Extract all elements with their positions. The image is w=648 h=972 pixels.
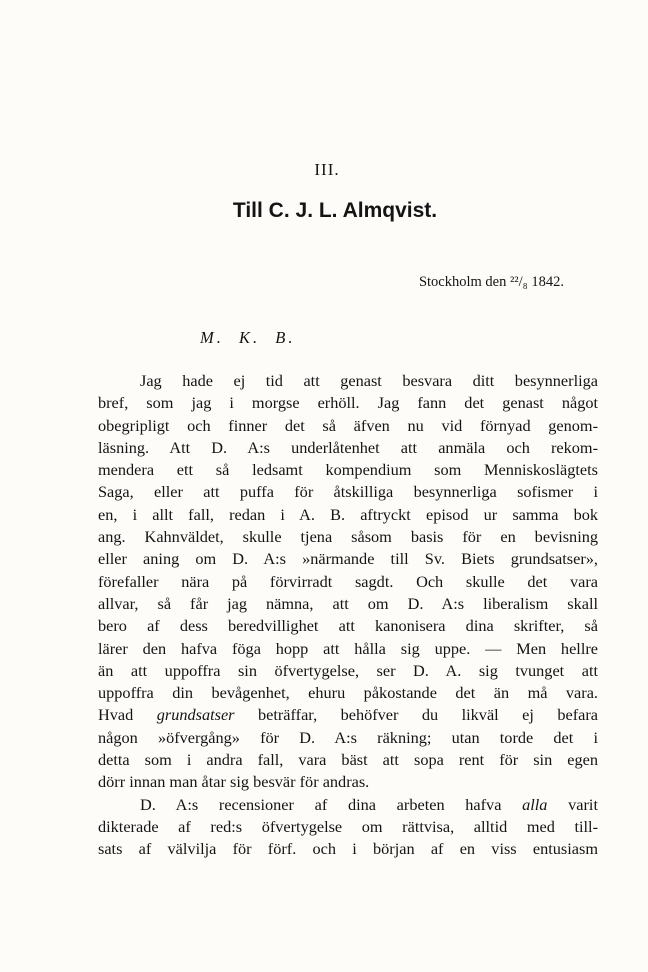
- body-line: uppoffra din bevågenhet, ehuru påkostande det än må vara.: [98, 683, 598, 703]
- chapter-number: III.: [314, 160, 340, 179]
- body-line: en, i allt fall, redan i A. B. aftryckt episod ur samma bok: [98, 504, 598, 524]
- body-line: Jag hade ej tid att genast besvara ditt besynnerliga: [140, 371, 598, 390]
- body-line: lärer den hafva föga hopp att hålla sig uppe. — Men hellre: [98, 638, 598, 658]
- body-line: läsning. Att D. A:s underlåtenhet att anmäla och rekom-: [98, 437, 598, 457]
- body-line: Saga, eller att puffa för åtskilliga besynnerliga sofismer i: [98, 482, 598, 502]
- body-line-mixed: [98, 794, 598, 816]
- body-text-run: Hvad: [98, 705, 134, 725]
- letter-title: Till C. J. L. Almqvist.: [232, 199, 438, 222]
- body-line: obegripligt och finner det så äfven nu vid förnyad genom-: [98, 415, 598, 435]
- letter-body: [98, 370, 598, 861]
- body-line: bref, som jag i morgse erhöll. Jag fann det genast något: [98, 393, 598, 413]
- emphasized-word: alla: [522, 794, 548, 814]
- body-line: sats af välvilja för förf. och i början af en viss entusiasm: [98, 839, 598, 859]
- body-line: ang. Kahnväldet, skulle tjena såsom basis för en bevisning: [98, 527, 598, 547]
- body-line: dikterade af red:s öfvertygelse om rättvisa, alltid med till-: [98, 816, 598, 836]
- body-text-run: D. A:s recensioner af dina arbeten hafva: [140, 794, 502, 814]
- body-text-run: beträffar, behöfver du likväl ej befara: [257, 705, 598, 725]
- body-line: detta som i andra fall, vara bäst att sopa rent för sin egen: [98, 750, 598, 770]
- body-line: dörr innan man åtar sig besvär för andras.: [98, 772, 370, 792]
- body-line: mendera ett så ledsamt kompendium som Menniskoslägtets: [98, 460, 598, 480]
- emphasized-word: grundsatser: [156, 705, 235, 725]
- body-text-run: varit: [568, 794, 598, 814]
- body-line: eller aning om D. A:s »närmande till Sv. Biets grundsatser»,: [98, 549, 598, 569]
- body-line: någon »öfvergång» för D. A:s räkning; utan torde det i: [98, 727, 598, 747]
- body-line-mixed: [98, 704, 598, 726]
- dateline: Stockholm den ²²/₈ 1842.: [418, 274, 564, 290]
- body-line: bero af dess beredvillighet att kanonisera dina skrifter, så: [98, 616, 598, 636]
- body-line: allvar, så får jag nämna, att om D. A:s liberalism skall: [98, 593, 598, 613]
- body-line: förefaller nära på förvirradt sagdt. Och skulle det vara: [98, 571, 598, 591]
- salutation: M. K. B.: [200, 328, 296, 347]
- body-line: än att uppoffra sin öfvertygelse, ser D. A. sig tvunget att: [98, 660, 598, 680]
